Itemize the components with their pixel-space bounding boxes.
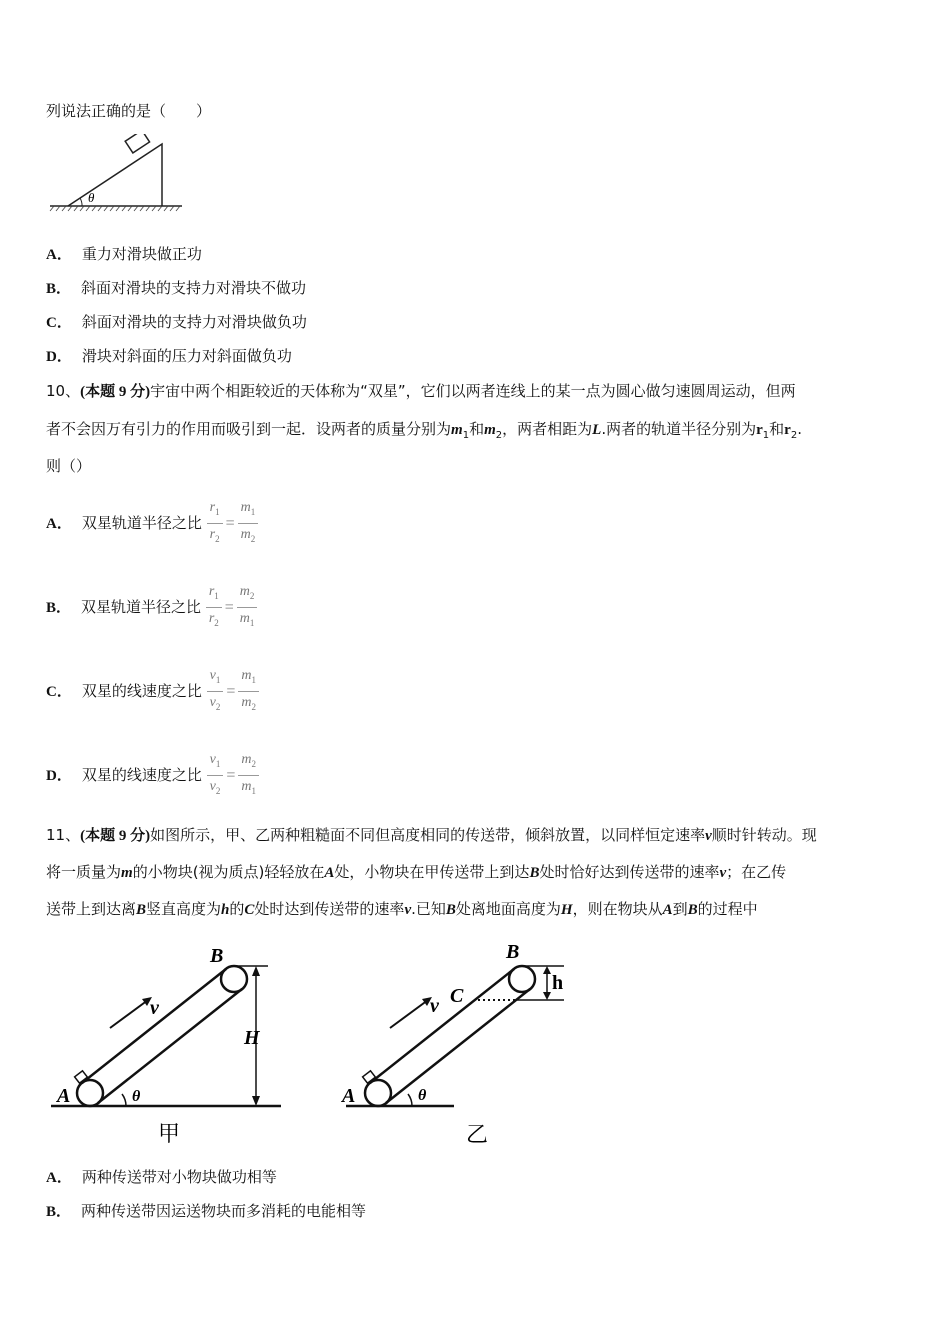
fraction-left: $\frac{v_1}{v_2}$ [207,665,224,718]
fraction-left: $\frac{r_1}{r_2}$ [206,581,222,634]
q10-option-a[interactable]: A． 双星轨道半径之比 $\frac{r_1}{r_2}$ = $\frac{m_1}{m_2}$ [46,490,258,557]
intro-text: 列说法正确的是（ ） [46,102,212,120]
left-label-h: H [244,1027,260,1049]
left-caption: 甲 [158,1121,181,1146]
fraction-right: $\frac{m_1}{m_2}$ [238,497,259,550]
q10-line-3: 则（） [46,457,92,475]
fraction-right: $\frac{m_2}{m_1}$ [238,749,259,802]
left-label-a: A [57,1085,71,1107]
right-label-theta: θ [418,1087,427,1104]
right-label-a: A [342,1085,356,1107]
incline-figure [46,134,186,214]
fraction-left: $\frac{v_1}{v_2}$ [207,749,224,802]
q10-option-d[interactable]: D． 双星的线速度之比 $\frac{v_1}{v_2}$ = $\frac{m_2}{m_1}$ [46,742,259,809]
q9-option-c[interactable]: C． 斜面对滑块的支持力对滑块做负功 [46,313,307,331]
q11-line-1: 11、(本题 9 分)如图所示，甲、乙两种粗糙面不同但高度相同的传送带，倾斜放置，以同样恒定速率v顺时针转动。现 [46,826,817,844]
q9-option-a[interactable]: A． 重力对滑块做正功 [46,245,202,263]
right-label-h: h [552,972,564,994]
q10-line-1: 10、(本题 9 分)宇宙中两个相距较近的天体称为“双星”，它们以两者连线上的某一点为圆心做匀速圆周运动，但两 [46,382,796,400]
left-label-v: v [150,997,159,1019]
left-label-b: B [210,945,224,967]
q11-line-3: 送带上到达离B竖直高度为h的C处时达到传送带的速率v.已知B处离地面高度为H，则在物块从A到B的过程中 [46,900,758,918]
right-caption: 乙 [466,1122,489,1146]
q9-option-b[interactable]: B． 斜面对滑块的支持力对滑块不做功 [46,279,307,297]
fraction-left: $\frac{r_1}{r_2}$ [207,497,223,550]
incline-theta-label: θ [88,190,95,205]
q11-line-2: 将一质量为m的小物块(视为质点)轻轻放在A处，小物块在甲传送带上到达B处时恰好达到传送带的速率v；在乙传 [46,863,787,881]
fraction-right: $\frac{m_2}{m_1}$ [237,581,258,634]
left-label-theta: θ [132,1088,141,1105]
q10-option-c[interactable]: C． 双星的线速度之比 $\frac{v_1}{v_2}$ = $\frac{m_1}{m_2}$ [46,658,259,725]
right-label-b: B [506,941,520,963]
fraction-right: $\frac{m_1}{m_2}$ [238,665,259,718]
q10-line-2: 者不会因万有引力的作用而吸引到一起．设两者的质量分别为$m_1$和$m_2$，两者相距为L.两者的轨道半径分别为$r_1$和$r_2$. [46,420,802,441]
conveyor-figure [46,936,586,1146]
q11-option-a[interactable]: A． 两种传送带对小物块做功相等 [46,1168,277,1186]
q9-option-d[interactable]: D． 滑块对斜面的压力对斜面做负功 [46,347,292,365]
right-label-c: C [450,985,464,1007]
q11-option-b[interactable]: B． 两种传送带因运送物块而多消耗的电能相等 [46,1202,367,1220]
q10-option-b[interactable]: B． 双星轨道半径之比 $\frac{r_1}{r_2}$ = $\frac{m_2}{m_1}$ [46,574,257,641]
right-label-v: v [430,995,439,1017]
